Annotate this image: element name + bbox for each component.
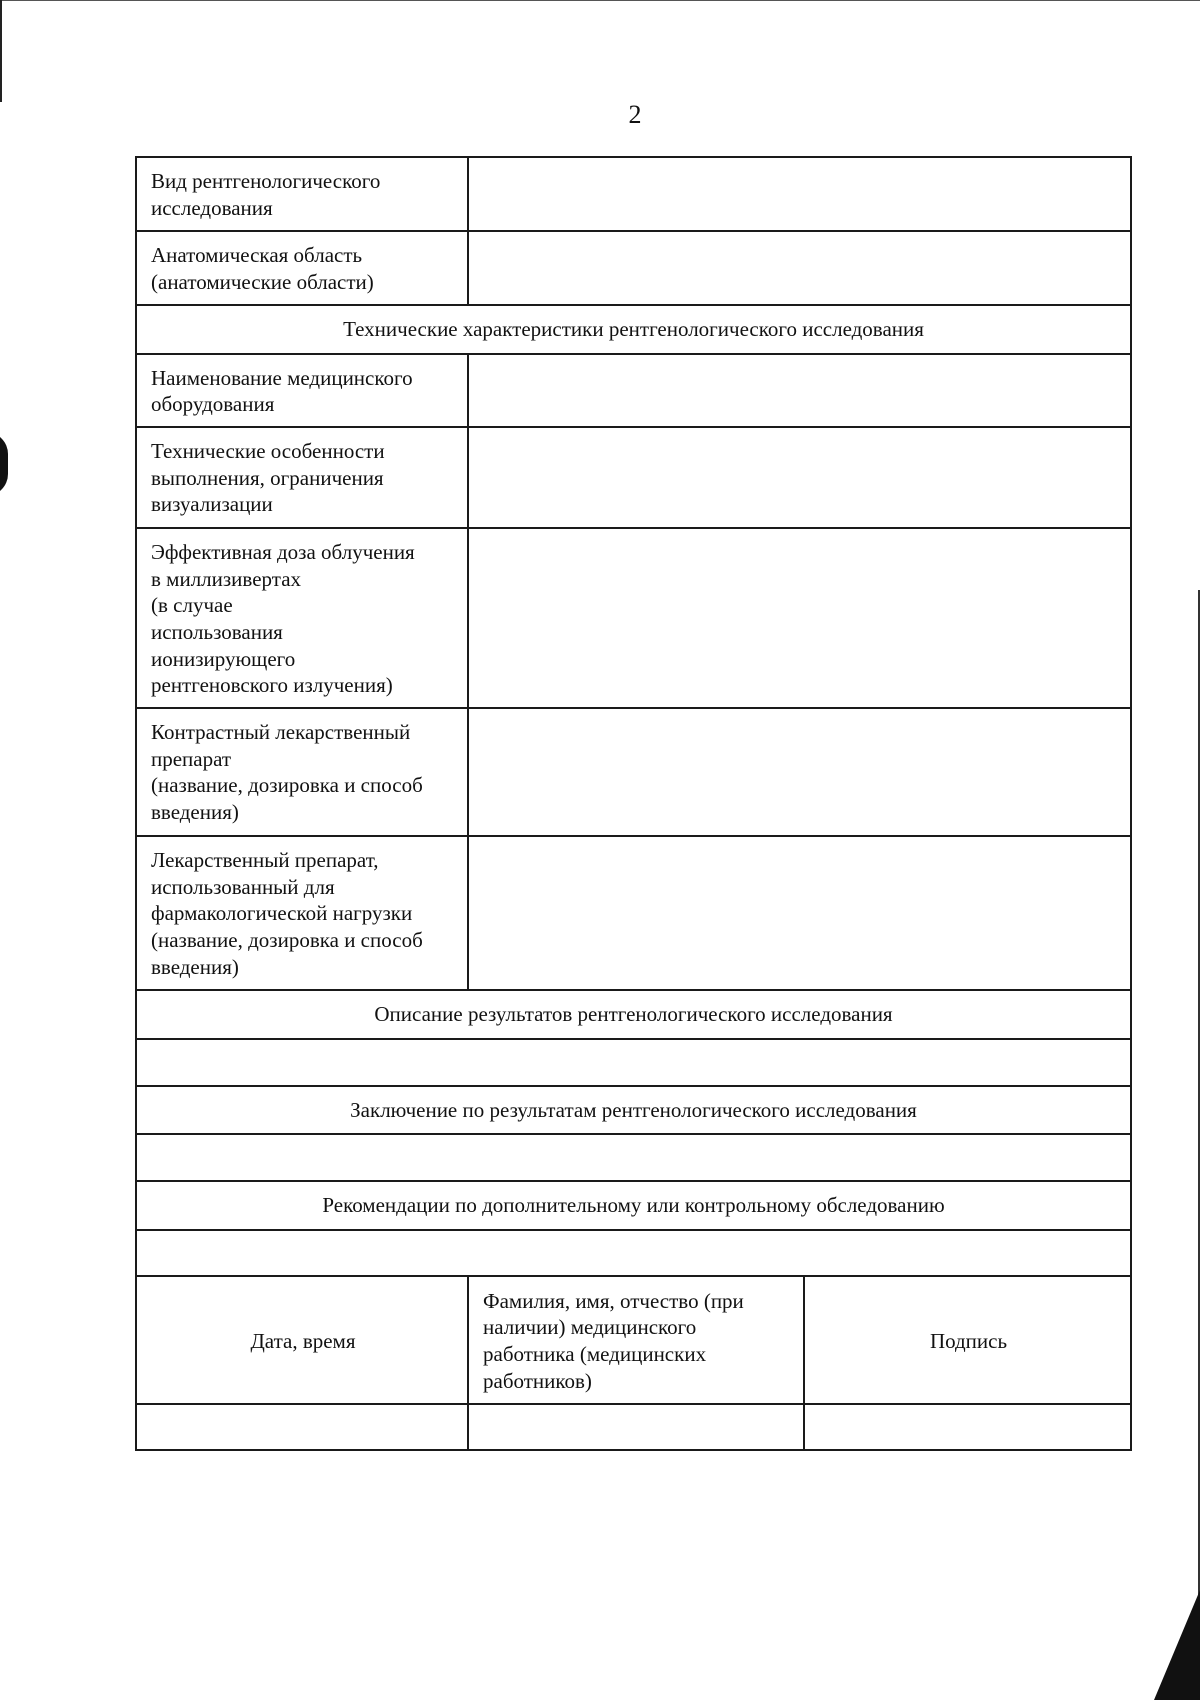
header-worker-name: Фамилия, имя, отчество (при наличии) медицинского работника (медицинских работников) [468, 1276, 804, 1404]
section-header-row [136, 305, 1131, 354]
section-title-technical: Технические характеристики рентгенологического исследования [136, 305, 1131, 354]
field-value-effective-dose[interactable] [468, 528, 1131, 708]
form-row [136, 157, 1131, 231]
form-row [136, 354, 1131, 427]
page-number: 2 [628, 100, 642, 129]
description-value[interactable] [136, 1039, 1131, 1086]
section-title-conclusion: Заключение по результатам рентгенологического исследования [136, 1086, 1131, 1135]
form-row [136, 836, 1131, 990]
field-value-contrast-agent[interactable] [468, 708, 1131, 836]
form-row [136, 528, 1131, 708]
section-value-row [136, 1230, 1131, 1276]
field-value-equipment[interactable] [468, 354, 1131, 427]
field-label-pharmacological-load: Лекарственный препарат, использованный для фармакологической нагрузки (название, дозировка и способ введения) [136, 836, 468, 990]
field-label-study-type: Вид рентгенологического исследования [136, 157, 468, 231]
field-label-anatomical-area: Анатомическая область (анатомические области) [136, 231, 468, 305]
section-header-row [136, 990, 1131, 1039]
field-label-equipment: Наименование медицинского оборудования [136, 354, 468, 427]
date-time-value[interactable] [136, 1404, 468, 1450]
field-value-study-type[interactable] [468, 157, 1131, 231]
scan-folded-corner [1154, 1590, 1200, 1700]
scan-left-edge [0, 0, 2, 102]
worker-name-value[interactable] [468, 1404, 804, 1450]
field-value-technical-features[interactable] [468, 427, 1131, 528]
signature-header-row [136, 1276, 1131, 1404]
section-header-row [136, 1181, 1131, 1230]
header-date-time: Дата, время [136, 1276, 468, 1404]
section-value-row [136, 1134, 1131, 1181]
section-value-row [136, 1039, 1131, 1086]
scan-top-edge [0, 0, 1200, 1]
signature-value-row [136, 1404, 1131, 1450]
form-row [136, 231, 1131, 305]
field-label-contrast-agent: Контрастный лекарственный препарат (название, дозировка и способ введения) [136, 708, 468, 836]
field-label-technical-features: Технические особенности выполнения, ограничения визуализации [136, 427, 468, 528]
xray-report-form [135, 156, 1132, 1451]
form-row [136, 427, 1131, 528]
form-row [136, 708, 1131, 836]
section-title-recommendations: Рекомендации по дополнительному или контрольному обследованию [136, 1181, 1131, 1230]
signature-value[interactable] [804, 1404, 1131, 1450]
field-label-effective-dose: Эффективная доза облучения в миллизивертах (в случае использования ионизирующего рентгеновского излучения) [136, 528, 468, 708]
field-value-anatomical-area[interactable] [468, 231, 1131, 305]
recommendations-value[interactable] [136, 1230, 1131, 1276]
section-header-row [136, 1086, 1131, 1135]
section-title-description: Описание результатов рентгенологического исследования [136, 990, 1131, 1039]
conclusion-value[interactable] [136, 1134, 1131, 1181]
field-value-pharmacological-load[interactable] [468, 836, 1131, 990]
header-signature: Подпись [804, 1276, 1131, 1404]
scan-binding-mark [0, 432, 8, 496]
